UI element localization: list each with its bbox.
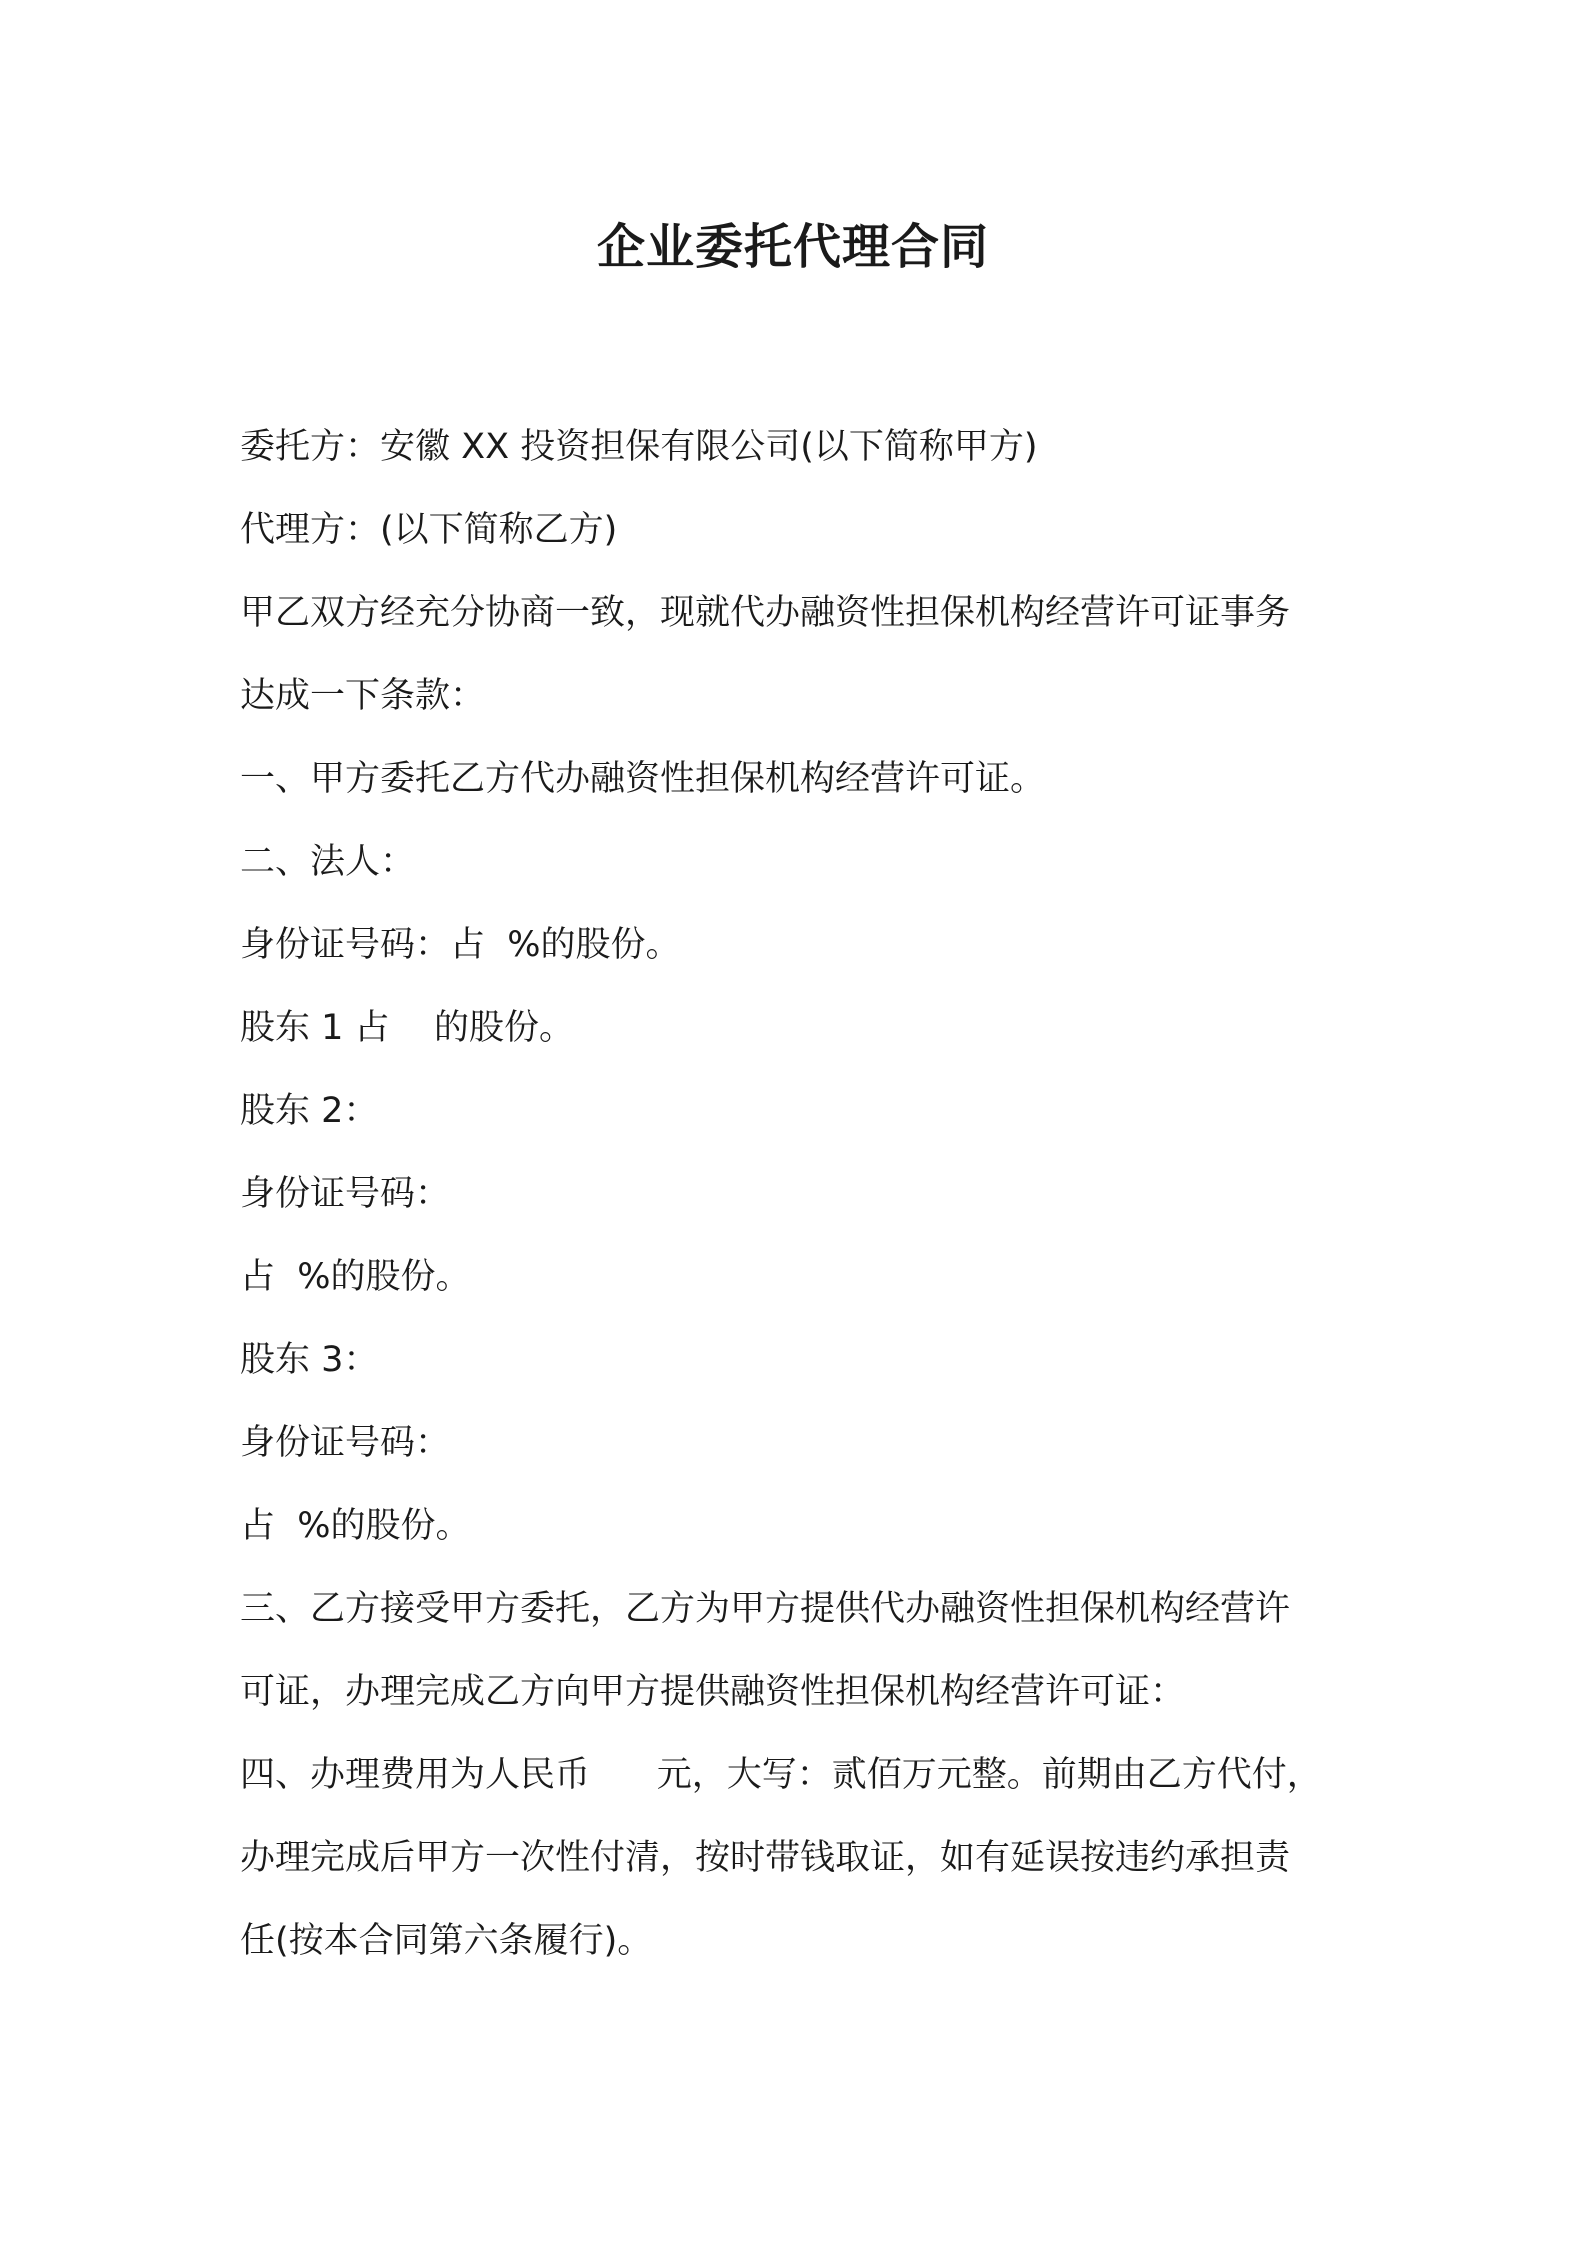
preamble-line-2: 达成一下条款： — [240, 676, 486, 716]
clause-3-line-1: 三、乙方接受甲方委托，乙方为甲方提供代办融资性担保机构经营许 — [240, 1589, 1291, 1629]
document-title: 企业委托代理合同 — [596, 219, 989, 275]
clause-4-line-1: 四、办理费用为人民币 元，大写：贰佰万元整。前期由乙方代付， — [240, 1755, 1322, 1795]
shareholder-2-line: 股东 2： — [240, 1091, 379, 1131]
shareholder-3-share-line: 占 %的股份。 — [240, 1506, 471, 1546]
legal-person-id-line: 身份证号码：占 %的股份。 — [240, 925, 681, 965]
shareholder-2-id-line: 身份证号码： — [240, 1174, 451, 1214]
clause-4-line-3: 任(按本合同第六条履行)。 — [240, 1921, 653, 1961]
shareholder-1-line: 股东 1 占 的股份。 — [240, 1008, 575, 1048]
shareholder-3-id-line: 身份证号码： — [240, 1423, 451, 1463]
shareholder-3-line: 股东 3： — [240, 1340, 379, 1380]
clause-1: 一、甲方委托乙方代办融资性担保机构经营许可证。 — [240, 759, 1046, 799]
clause-3-line-2: 可证，办理完成乙方向甲方提供融资性担保机构经营许可证： — [240, 1672, 1186, 1712]
document-body — [240, 406, 1360, 1983]
agent-party-line: 代理方：(以下简称乙方) — [240, 510, 618, 550]
clause-2-heading: 二、法人： — [240, 842, 416, 882]
shareholder-2-share-line: 占 %的股份。 — [240, 1257, 471, 1297]
preamble-line-1: 甲乙双方经充分协商一致，现就代办融资性担保机构经营许可证事务 — [240, 593, 1291, 633]
client-party-line: 委托方：安徽 XX 投资担保有限公司(以下简称甲方) — [240, 427, 1038, 467]
clause-4-line-2: 办理完成后甲方一次性付清，按时带钱取证，如有延误按违约承担责 — [240, 1838, 1291, 1878]
